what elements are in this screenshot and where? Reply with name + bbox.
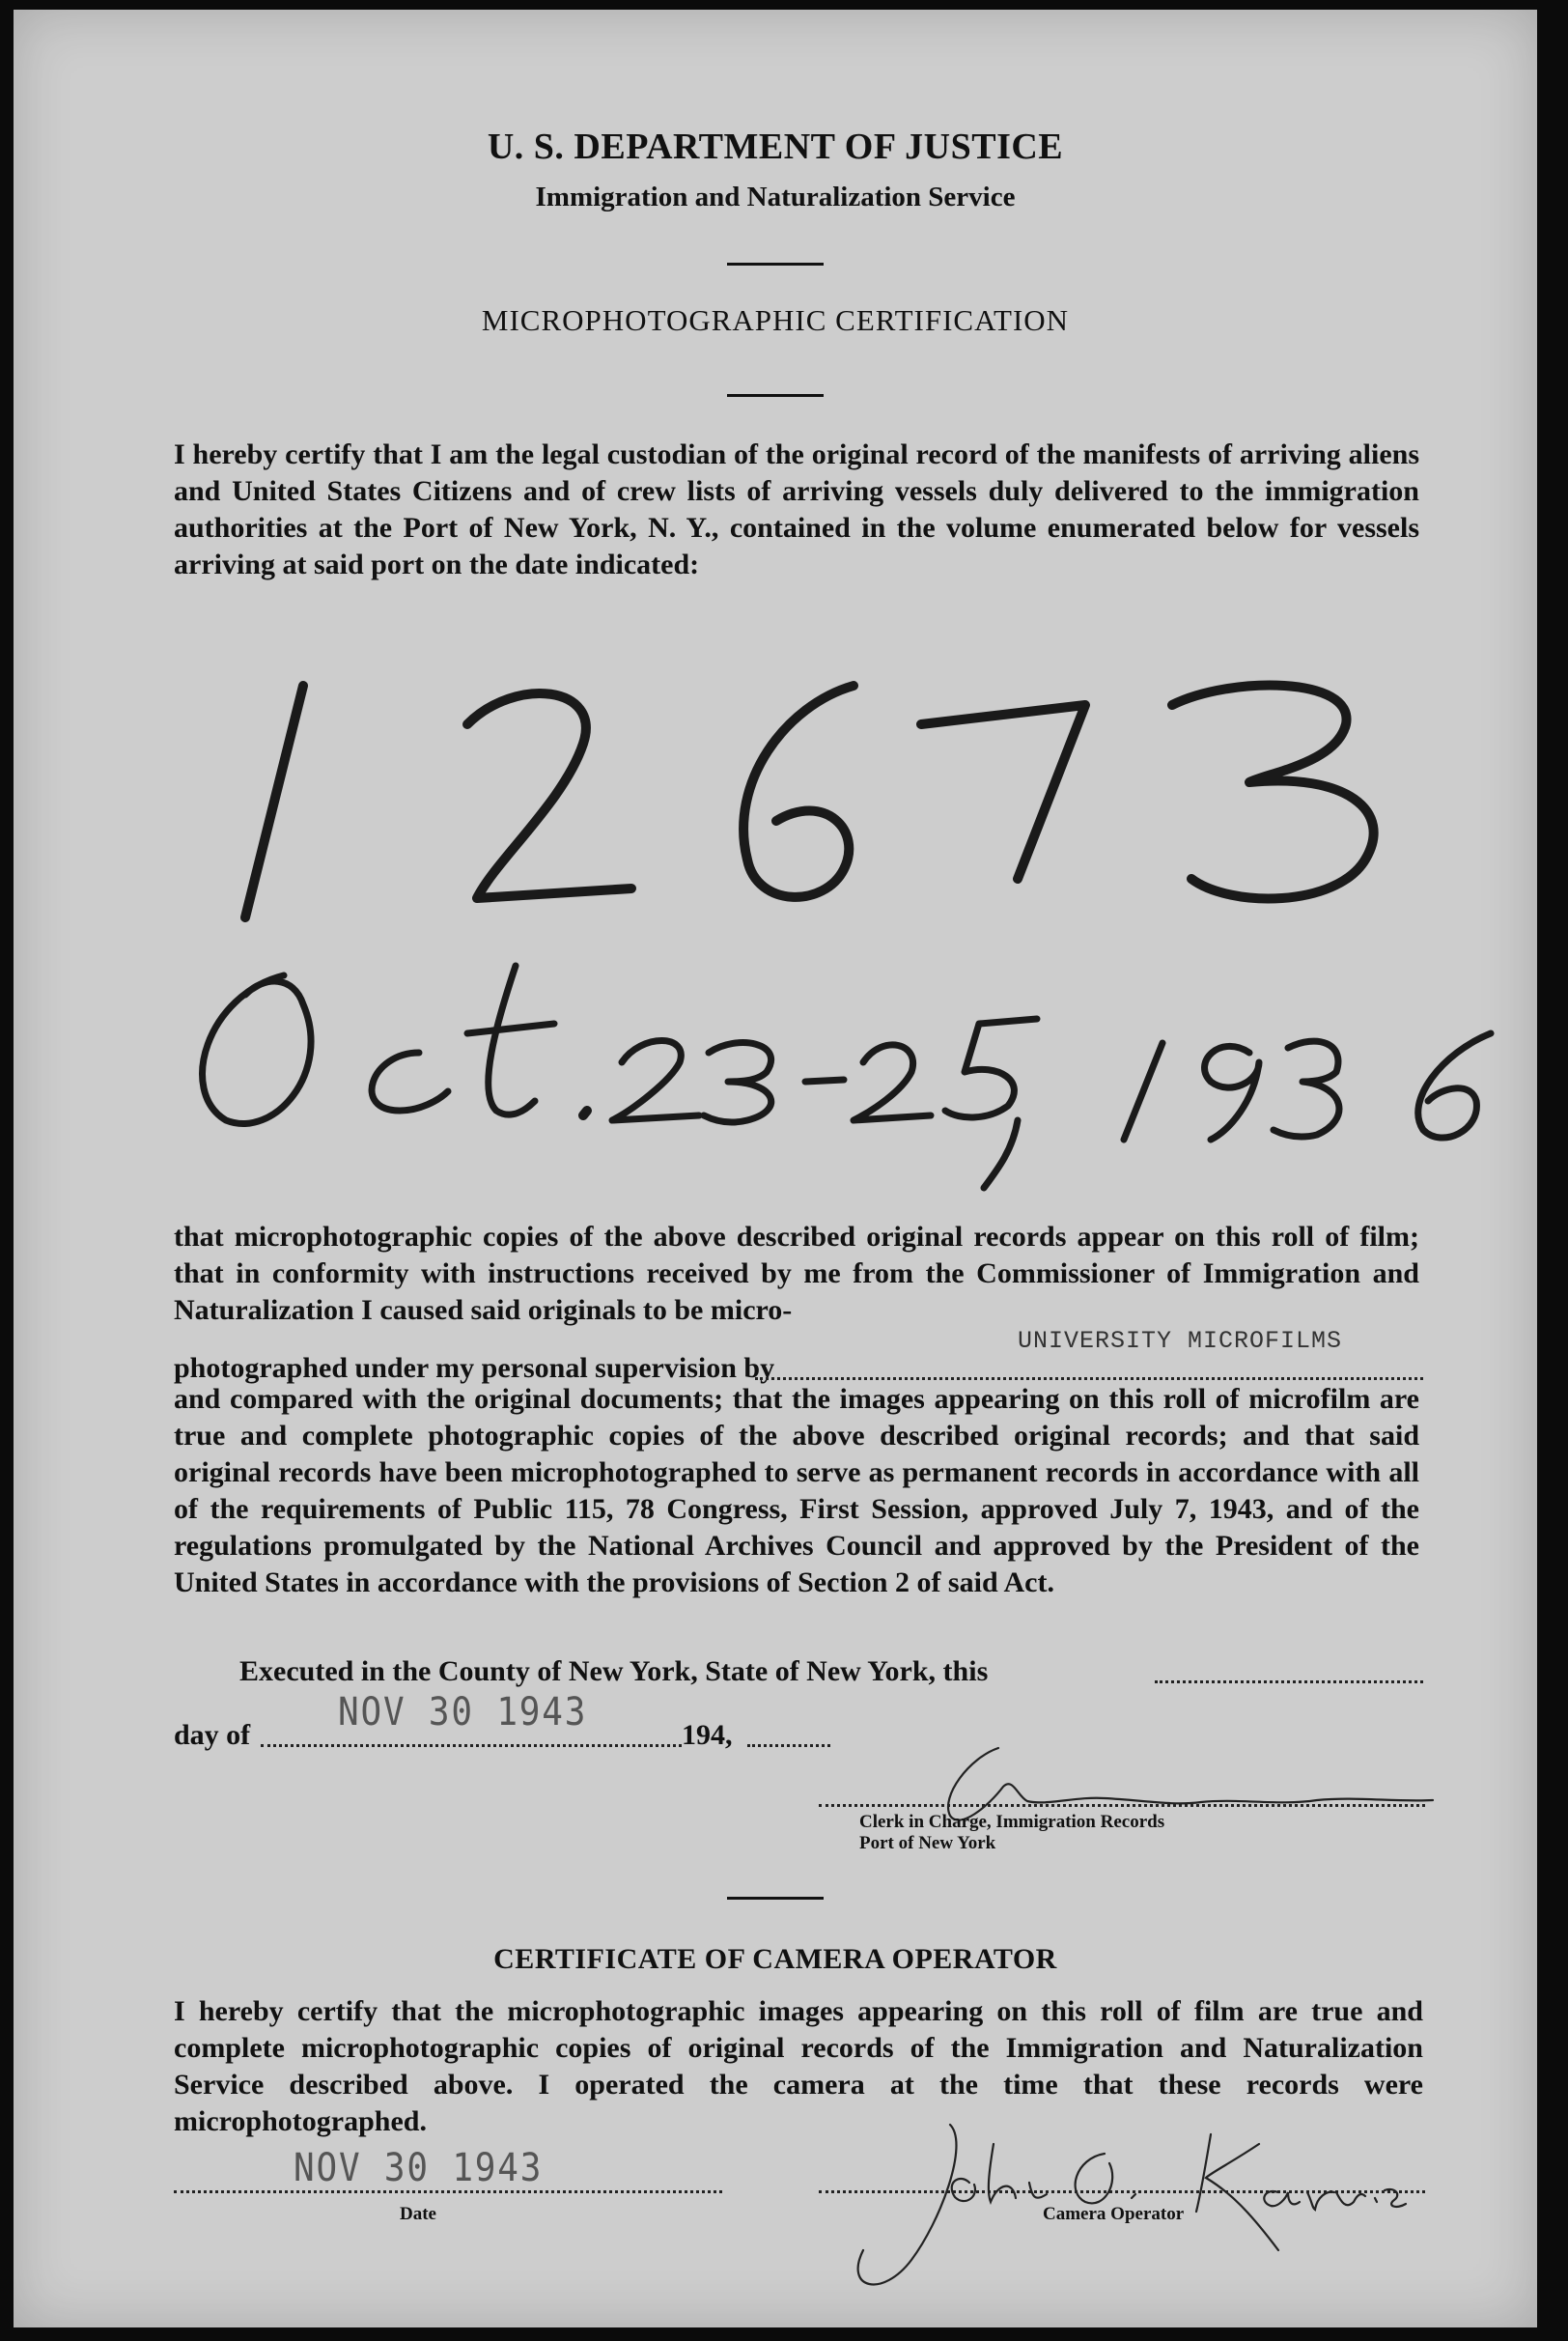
date-stamp: NOV 30 1943 xyxy=(338,1690,588,1735)
executed-text: Executed in the County of New York, State of New York, this xyxy=(239,1655,989,1687)
clerk-office: Port of New York xyxy=(859,1833,996,1853)
certification-body-line2: and compared with the original documents; that the images appearing on this roll of microfilm are true and complete photographic copies of the above described original records; and that said original records have been microphotographed to serve as permanent records in accordance with all of the requirements of Public 115, 78 Congress, First Session, approved July 7, 1943, and of the regulations promulgated by the National Archives Council and approved by the President of the United States in accordance with the provisions of Section 2 of said Act. xyxy=(174,1383,1419,1598)
supervisor-name: UNIVERSITY MICROFILMS xyxy=(1018,1327,1343,1355)
camera-date-stamp: NOV 30 1943 xyxy=(294,2146,544,2190)
supervision-dotted-line xyxy=(755,1377,1423,1380)
divider xyxy=(727,1897,824,1900)
year-prefix-label: 194 xyxy=(682,1719,725,1751)
handwriting-layer xyxy=(14,10,1537,2327)
day-dotted-line xyxy=(1155,1680,1423,1683)
year-prefix: 194, xyxy=(682,1719,733,1751)
date-label: Date xyxy=(400,2204,436,2224)
camera-operator-title: CERTIFICATE OF CAMERA OPERATOR xyxy=(493,1943,1057,1975)
service-subheading: Immigration and Naturalization Service xyxy=(535,182,1016,212)
certification-body-line1: that microphotographic copies of the above described original records appear on this roll of film; that in conformity with instructions received by me from the Commissioner of Immigration and Naturalization I caused said originals to be micro- xyxy=(174,1221,1419,1326)
day-of-label: day of xyxy=(174,1719,251,1751)
handwritten-date-strokes xyxy=(203,966,1491,1188)
clerk-title: Clerk in Charge, Immigration Records xyxy=(859,1812,1165,1832)
supervision-label: photographed under my personal supervision by xyxy=(174,1352,775,1384)
form-title: MICROPHOTOGRAPHIC CERTIFICATION xyxy=(481,303,1070,337)
agency-heading: U. S. DEPARTMENT OF JUSTICE xyxy=(487,127,1064,167)
camera-date-line xyxy=(174,2190,722,2193)
certificate-sheet xyxy=(14,10,1537,2327)
camera-operator-label: Camera Operator xyxy=(1043,2204,1185,2224)
year-dotted-line xyxy=(747,1744,830,1747)
month-dotted-line xyxy=(261,1744,682,1747)
camera-operator-text: I hereby certify that the microphotographic images appearing on this roll of film are true and complete microphotographic copies of original records of the Immigration and Naturalization Service described above. I operated the camera at the time that these records were microphotographed. xyxy=(174,1995,1423,2137)
certification-intro: I hereby certify that I am the legal custodian of the original record of the manifests of arriving aliens and United States Citizens and of crew lists of arriving vessels duly delivered to the immigration authorities at the Port of New York, N. Y., contained in the volume enumerated below for vessels arriving at said port on the date indicated: xyxy=(174,438,1419,580)
handwritten-volume-digits xyxy=(245,686,1374,917)
camera-operator-signature xyxy=(825,2105,1442,2299)
